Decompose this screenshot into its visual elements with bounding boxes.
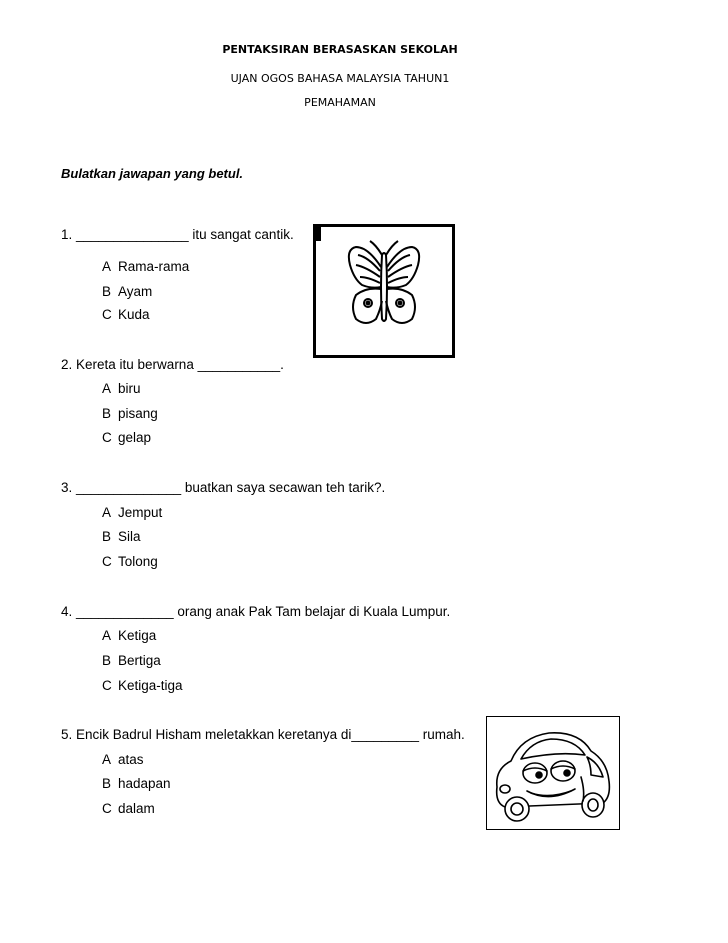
option-letter: B [102, 284, 112, 299]
option-letter: C [102, 307, 112, 322]
question-4-option-c [102, 678, 183, 693]
option-letter: C [102, 678, 112, 693]
instruction-text: Bulatkan jawapan yang betul. [61, 166, 244, 181]
question-3-option-c [102, 554, 158, 569]
option-letter: A [102, 259, 112, 274]
option-text: pisang [118, 406, 158, 421]
question-4-option-b [102, 653, 161, 668]
question-1-option-a [102, 259, 189, 274]
option-letter: C [102, 801, 112, 816]
option-text: Ketiga [118, 628, 157, 643]
option-text: Ayam [118, 284, 153, 299]
question-4-text: 4. _____________ orang anak Pak Tam belajar di Kuala Lumpur. [61, 604, 451, 619]
question-3-option-b [102, 529, 141, 544]
question-5-text: 5. Encik Badrul Hisham meletakkan keretanya di_________ rumah. [61, 727, 465, 742]
car-picture [486, 716, 620, 830]
option-letter: A [102, 628, 112, 643]
text-cursor-mark [314, 226, 321, 241]
option-letter: A [102, 752, 112, 767]
question-1-option-b [102, 284, 152, 299]
question-3-option-a [102, 505, 162, 520]
option-letter: B [102, 776, 112, 791]
option-text: gelap [118, 430, 152, 445]
section-title: PEMAHAMAN [304, 96, 376, 109]
question-5-option-a [102, 752, 144, 767]
option-letter: A [102, 381, 112, 396]
question-2-option-c [102, 430, 151, 445]
question-4-option-a [102, 628, 156, 643]
option-text: hadapan [118, 776, 171, 791]
question-3-text: 3. ______________ buatkan saya secawan teh tarik?. [61, 480, 386, 495]
option-letter: B [102, 529, 112, 544]
question-1-text: 1. _______________ itu sangat cantik. [61, 227, 294, 242]
question-5-option-c [102, 801, 155, 816]
option-text: Sila [118, 529, 141, 544]
option-letter: B [102, 406, 112, 421]
assessment-title: PENTAKSIRAN BERASASKAN SEKOLAH [222, 43, 458, 56]
option-text: Kuda [118, 307, 150, 322]
option-letter: A [102, 505, 112, 520]
option-text: Rama-rama [118, 259, 190, 274]
exam-subtitle: UJAN OGOS BAHASA MALAYSIA TAHUN1 [230, 72, 450, 85]
question-2-option-a [102, 381, 141, 396]
option-text: Jemput [118, 505, 163, 520]
question-5-option-b [102, 776, 171, 791]
question-2-text: 2. Kereta itu berwarna ___________. [61, 357, 284, 372]
car-cartoon-icon [487, 717, 619, 829]
option-letter: C [102, 430, 112, 445]
butterfly-picture [313, 224, 455, 358]
butterfly-icon [316, 227, 452, 355]
question-1-option-c [102, 307, 150, 322]
question-2-option-b [102, 406, 158, 421]
option-text: Ketiga-tiga [118, 678, 183, 693]
option-text: biru [118, 381, 141, 396]
option-text: Tolong [118, 554, 158, 569]
option-letter: B [102, 653, 112, 668]
option-text: dalam [118, 801, 155, 816]
option-text: Bertiga [118, 653, 161, 668]
option-text: atas [118, 752, 144, 767]
option-letter: C [102, 554, 112, 569]
